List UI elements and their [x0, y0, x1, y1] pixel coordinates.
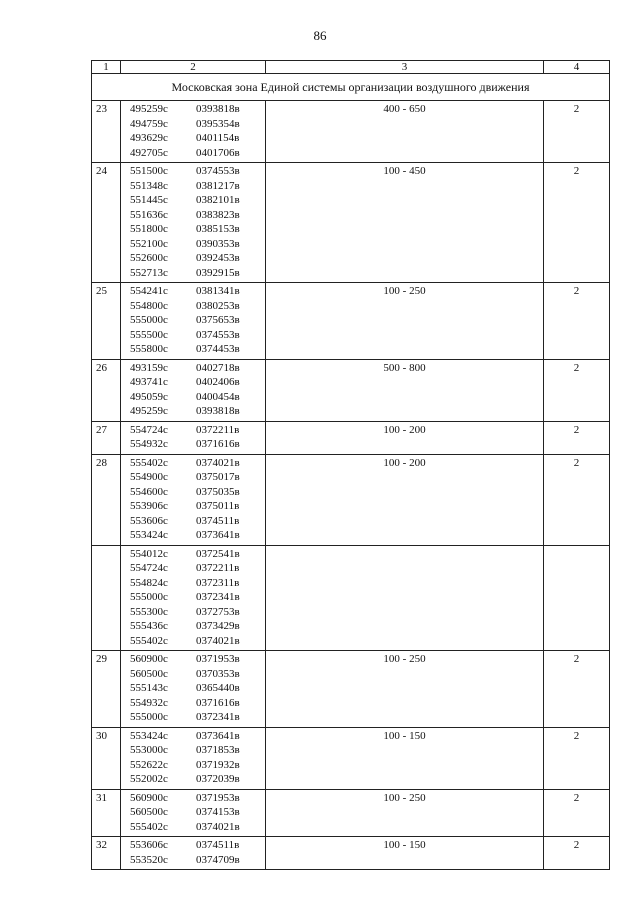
longitude: 0375653в: [196, 314, 240, 326]
longitude: 0372753в: [196, 605, 240, 618]
altitude-range: 100 - 150: [266, 837, 544, 870]
longitude: 0402718в: [196, 361, 240, 374]
zone-class: 2: [544, 651, 610, 728]
longitude: 0372341в: [196, 711, 240, 723]
longitude: 0393818в: [196, 405, 240, 417]
coordinate-pair: [130, 284, 265, 299]
longitude: 0371616в: [196, 696, 240, 709]
latitude: 493629с: [130, 132, 168, 144]
longitude: 0400454в: [196, 390, 240, 403]
longitude: 0374511в: [196, 514, 240, 527]
latitude: 553606с: [130, 839, 168, 851]
zone-class: 2: [544, 454, 610, 545]
longitude: 0374511в: [196, 839, 240, 851]
header-cell-4: 4: [544, 61, 610, 74]
longitude: 0375017в: [196, 471, 240, 483]
latitude: 551500с: [130, 165, 168, 177]
table-row: [92, 454, 610, 545]
coordinate-pair: [130, 251, 265, 266]
latitude: 555402с: [130, 634, 168, 647]
longitude: 0383823в: [196, 208, 240, 221]
longitude: 0401154в: [196, 132, 240, 144]
latitude: 555000с: [130, 711, 168, 723]
coordinates-cell: [121, 359, 266, 421]
zone-class: 2: [544, 101, 610, 163]
zone-class: 2: [544, 283, 610, 360]
longitude: 0390353в: [196, 237, 240, 250]
latitude: 555300с: [130, 605, 168, 618]
table-row: [92, 359, 610, 421]
latitude: 552100с: [130, 237, 168, 250]
coordinate-pair: [130, 193, 265, 208]
coordinates-cell: [121, 101, 266, 163]
latitude: 555402с: [130, 456, 168, 469]
coordinates-cell: [121, 283, 266, 360]
altitude-range: 100 - 450: [266, 163, 544, 283]
coordinate-pair: [130, 820, 265, 835]
coordinate-pair: [130, 179, 265, 194]
coordinate-pair: [130, 404, 265, 419]
longitude: 0372341в: [196, 591, 240, 603]
header-cell-1: 1: [92, 61, 121, 74]
zone-class: [544, 545, 610, 651]
longitude: 0375035в: [196, 485, 240, 498]
longitude: 0372311в: [196, 576, 240, 589]
header-cell-3: 3: [266, 61, 544, 74]
latitude: 493741с: [130, 376, 168, 388]
longitude: 0380253в: [196, 299, 240, 312]
longitude: 0371953в: [196, 791, 240, 804]
zone-number: 30: [92, 727, 121, 789]
latitude: 551348с: [130, 179, 168, 192]
latitude: 555800с: [130, 343, 168, 355]
coordinate-pair: [130, 667, 265, 682]
zone-row: [92, 74, 610, 101]
longitude: 0372211в: [196, 562, 240, 574]
zone-number: 31: [92, 789, 121, 837]
coordinate-pair: [130, 208, 265, 223]
latitude: 554800с: [130, 299, 168, 312]
coordinate-pair: [130, 805, 265, 820]
coordinates-cell: [121, 454, 266, 545]
latitude: 555000с: [130, 591, 168, 603]
zone-class: 2: [544, 837, 610, 870]
zone-class: 2: [544, 727, 610, 789]
zone-number: 29: [92, 651, 121, 728]
coordinate-pair: [130, 696, 265, 711]
longitude: 0371932в: [196, 758, 240, 771]
longitude: 0371953в: [196, 653, 240, 665]
longitude: 0385153в: [196, 223, 240, 235]
altitude-range: 500 - 800: [266, 359, 544, 421]
longitude: 0392915в: [196, 266, 240, 279]
coordinate-pair: [130, 375, 265, 390]
zone-number: 28: [92, 454, 121, 545]
latitude: 494759с: [130, 117, 168, 130]
longitude: 0370353в: [196, 667, 240, 680]
latitude: 553424с: [130, 729, 168, 742]
latitude: 552002с: [130, 773, 168, 785]
coordinate-pair: [130, 619, 265, 634]
coordinate-pair: [130, 222, 265, 237]
zone-class: 2: [544, 163, 610, 283]
latitude: 495259с: [130, 103, 168, 115]
table-row: [92, 651, 610, 728]
coordinate-pair: [130, 772, 265, 787]
latitude: 554724с: [130, 423, 168, 436]
zone-title: Московская зона Единой системы организации воздушного движения: [92, 74, 610, 101]
longitude: 0365440в: [196, 682, 240, 694]
zone-number: 32: [92, 837, 121, 870]
altitude-range: 100 - 250: [266, 651, 544, 728]
longitude: 0375011в: [196, 500, 240, 512]
zone-number: 27: [92, 421, 121, 454]
coordinates-cell: [121, 727, 266, 789]
latitude: 493159с: [130, 361, 168, 374]
longitude: 0374021в: [196, 820, 240, 833]
latitude: 555143с: [130, 682, 168, 694]
latitude: 554932с: [130, 696, 168, 709]
longitude: 0374021в: [196, 634, 240, 647]
table-row: [92, 421, 610, 454]
latitude: 560900с: [130, 653, 168, 665]
coordinate-pair: [130, 561, 265, 576]
latitude: 552622с: [130, 758, 168, 771]
coordinate-pair: [130, 456, 265, 471]
coordinate-pair: [130, 634, 265, 649]
table-row: [92, 283, 610, 360]
table-row: [92, 101, 610, 163]
coordinate-pair: [130, 117, 265, 132]
coordinate-pair: [130, 437, 265, 452]
longitude: 0402406в: [196, 376, 240, 388]
longitude: 0401706в: [196, 146, 240, 159]
coordinate-pair: [130, 342, 265, 357]
longitude: 0372211в: [196, 423, 240, 436]
longitude: 0374453в: [196, 343, 240, 355]
latitude: 555000с: [130, 314, 168, 326]
table-row: [92, 545, 610, 651]
coordinate-pair: [130, 299, 265, 314]
zone-class: 2: [544, 789, 610, 837]
coordinates-cell: [121, 837, 266, 870]
coordinates-cell: [121, 651, 266, 728]
coordinate-pair: [130, 576, 265, 591]
latitude: 555402с: [130, 820, 168, 833]
coordinate-pair: [130, 838, 265, 853]
coordinate-pair: [130, 499, 265, 514]
coordinate-pair: [130, 605, 265, 620]
coordinate-pair: [130, 547, 265, 562]
latitude: 553424с: [130, 529, 168, 541]
altitude-range: 100 - 200: [266, 421, 544, 454]
coordinate-pair: [130, 710, 265, 725]
coordinates-cell: [121, 421, 266, 454]
coordinate-pair: [130, 652, 265, 667]
latitude: 553606с: [130, 514, 168, 527]
latitude: 552713с: [130, 266, 168, 279]
longitude: 0374021в: [196, 456, 240, 469]
latitude: 560500с: [130, 667, 168, 680]
altitude-range: 400 - 650: [266, 101, 544, 163]
table-row: [92, 837, 610, 870]
coordinates-cell: [121, 163, 266, 283]
altitude-range: 100 - 250: [266, 789, 544, 837]
latitude: 560500с: [130, 806, 168, 818]
longitude: 0382101в: [196, 194, 240, 206]
latitude: 560900с: [130, 791, 168, 804]
zone-number: 23: [92, 101, 121, 163]
page-number: 86: [313, 28, 327, 43]
longitude: 0374709в: [196, 853, 240, 866]
latitude: 555436с: [130, 620, 168, 632]
latitude: 492705с: [130, 146, 168, 159]
longitude: 0372039в: [196, 773, 240, 785]
latitude: 551800с: [130, 223, 168, 235]
coordinate-pair: [130, 729, 265, 744]
coordinate-pair: [130, 681, 265, 696]
latitude: 554724с: [130, 562, 168, 574]
latitude: 551636с: [130, 208, 168, 221]
latitude: 495259с: [130, 405, 168, 417]
latitude: 553906с: [130, 500, 168, 512]
zone-number: 26: [92, 359, 121, 421]
table-row: [92, 163, 610, 283]
zone-class: 2: [544, 359, 610, 421]
latitude: 554932с: [130, 438, 168, 450]
coordinate-pair: [130, 390, 265, 405]
longitude: 0374553в: [196, 165, 240, 177]
coordinate-pair: [130, 164, 265, 179]
coordinate-pair: [130, 590, 265, 605]
latitude: 553520с: [130, 853, 168, 866]
latitude: 555500с: [130, 328, 168, 341]
coordinate-pair: [130, 328, 265, 343]
coordinate-pair: [130, 361, 265, 376]
altitude-range: 100 - 250: [266, 283, 544, 360]
header-cell-2: 2: [121, 61, 266, 74]
longitude: 0393818в: [196, 103, 240, 115]
table-row: [92, 789, 610, 837]
coordinate-pair: [130, 131, 265, 146]
latitude: 552600с: [130, 252, 168, 264]
coordinate-pair: [130, 485, 265, 500]
latitude: 554900с: [130, 471, 168, 483]
latitude: 554824с: [130, 576, 168, 589]
coordinate-pair: [130, 102, 265, 117]
latitude: 551445с: [130, 194, 168, 206]
longitude: 0374153в: [196, 806, 240, 818]
coordinate-pair: [130, 313, 265, 328]
altitude-range: [266, 545, 544, 651]
coordinate-pair: [130, 514, 265, 529]
zone-number: [92, 545, 121, 651]
coordinate-pair: [130, 743, 265, 758]
coordinate-pair: [130, 853, 265, 868]
altitude-range: 100 - 200: [266, 454, 544, 545]
longitude: 0371616в: [196, 438, 240, 450]
longitude: 0395354в: [196, 117, 240, 130]
longitude: 0373641в: [196, 529, 240, 541]
coordinate-pair: [130, 146, 265, 161]
coordinate-pair: [130, 758, 265, 773]
altitude-range: 100 - 150: [266, 727, 544, 789]
header-row: [92, 61, 610, 74]
latitude: 554012с: [130, 547, 168, 560]
coordinate-pair: [130, 791, 265, 806]
latitude: 495059с: [130, 390, 168, 403]
coordinate-pair: [130, 266, 265, 281]
zone-class: 2: [544, 421, 610, 454]
latitude: 554241с: [130, 285, 168, 297]
zone-number: 24: [92, 163, 121, 283]
coordinate-pair: [130, 237, 265, 252]
longitude: 0381341в: [196, 285, 240, 297]
coordinate-pair: [130, 470, 265, 485]
coordinate-pair: [130, 423, 265, 438]
latitude: 554600с: [130, 485, 168, 498]
table-row: [92, 727, 610, 789]
airspace-table: [91, 60, 610, 870]
longitude: 0371853в: [196, 744, 240, 756]
longitude: 0373641в: [196, 729, 240, 742]
longitude: 0381217в: [196, 179, 240, 192]
longitude: 0374553в: [196, 328, 240, 341]
zone-number: 25: [92, 283, 121, 360]
coordinates-cell: [121, 789, 266, 837]
latitude: 553000с: [130, 744, 168, 756]
longitude: 0373429в: [196, 620, 240, 632]
coordinate-pair: [130, 528, 265, 543]
longitude: 0392453в: [196, 252, 240, 264]
coordinates-cell: [121, 545, 266, 651]
longitude: 0372541в: [196, 547, 240, 560]
